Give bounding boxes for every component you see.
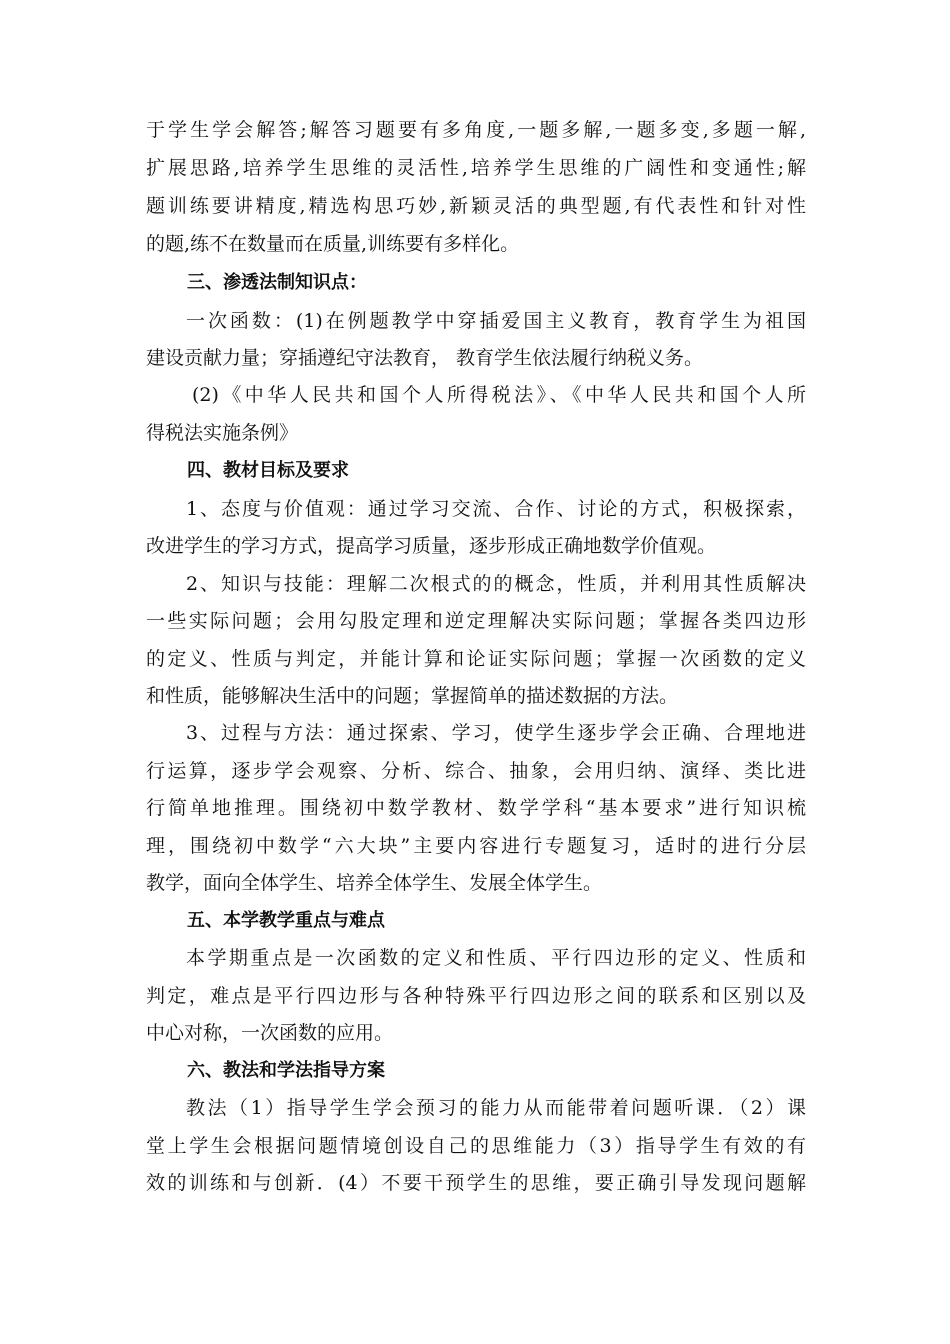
paragraph-line: 教法（1）指导学生学会预习的能力从而能带着问题听课．（2）课 [186, 1097, 806, 1119]
paragraph-line: 和性质，能够解决生活中的问题；掌握简单的描述数据的方法。 [146, 685, 679, 707]
paragraph-line: 行简单地推理。围绕初中数学教材、数学学科“基本要求”进行知识梳 [146, 797, 806, 819]
paragraph-line: 中心对称，一次函数的应用。 [146, 1022, 394, 1044]
section-heading-5: 五、本学教学重点与难点 [187, 910, 385, 931]
section-heading-3: 三、渗透法制知识点： [187, 272, 367, 293]
paragraph-line: 堂上学生会根据问题情境创设自己的思维能力（3）指导学生有效的有 [146, 1135, 806, 1157]
paragraph-line: 扩展思路,培养学生思维的灵活性,培养学生思维的广阔性和变通性;解 [146, 157, 806, 179]
paragraph-line: 效的训练和与创新．(4）不要干预学生的思维，要正确引导发现问题解 [146, 1172, 806, 1194]
paragraph-line: 的题,练不在数量而在质量,训练要有多样化。 [146, 233, 520, 255]
section-heading-6: 六、教法和学法指导方案 [187, 1060, 385, 1081]
section-heading-4: 四、教材目标及要求 [187, 460, 349, 481]
paragraph-line: 判定，难点是平行四边形与各种特殊平行四边形之间的联系和区别以及 [146, 985, 806, 1007]
paragraph-line: 1、态度与价值观：通过学习交流、合作、讨论的方式，积极探索， [186, 498, 806, 520]
paragraph-line: 建设贡献力量；穿插遵纪守法教育， 教育学生依法履行纳税义务。 [146, 347, 704, 369]
paragraph-line: 的定义、性质与判定，并能计算和论证实际问题；掌握一次函数的定义 [146, 648, 806, 670]
paragraph-line: 理，围绕初中数学“六大块”主要内容进行专题复习，适时的进行分层 [146, 835, 806, 857]
paragraph-line: 教学，面向全体学生、培养全体学生、发展全体学生。 [146, 872, 603, 894]
paragraph-line: 得税法实施条例》 [146, 422, 299, 444]
paragraph-line: 一些实际问题；会用勾股定理和逆定理解决实际问题；掌握各类四边形 [146, 610, 806, 632]
paragraph-line: 题训练要讲精度,精选构思巧妙,新颖灵活的典型题,有代表性和针对性 [146, 195, 806, 217]
paragraph-line: 3、过程与方法：通过探索、学习，使学生逐步学会正确、合理地进 [186, 722, 806, 744]
paragraph-line: 一次函数：(1)在例题教学中穿插爱国主义教育，教育学生为祖国 [186, 310, 806, 332]
paragraph-line: 改进学生的学习方式，提高学习质量，逐步形成正确地数学价值观。 [146, 535, 717, 557]
paragraph-line: 于学生学会解答;解答习题要有多角度,一题多解,一题多变,多题一解, [146, 119, 806, 141]
paragraph-line: 本学期重点是一次函数的定义和性质、平行四边形的定义、性质和 [186, 947, 806, 969]
paragraph-line: (2)《中华人民共和国个人所得税法》、《中华人民共和国个人所 [192, 384, 806, 406]
paragraph-line: 2、知识与技能：理解二次根式的的概念，性质，并利用其性质解决 [186, 573, 806, 595]
paragraph-line: 行运算，逐步学会观察、分析、综合、抽象，会用归纳、演绎、类比进 [146, 760, 806, 782]
